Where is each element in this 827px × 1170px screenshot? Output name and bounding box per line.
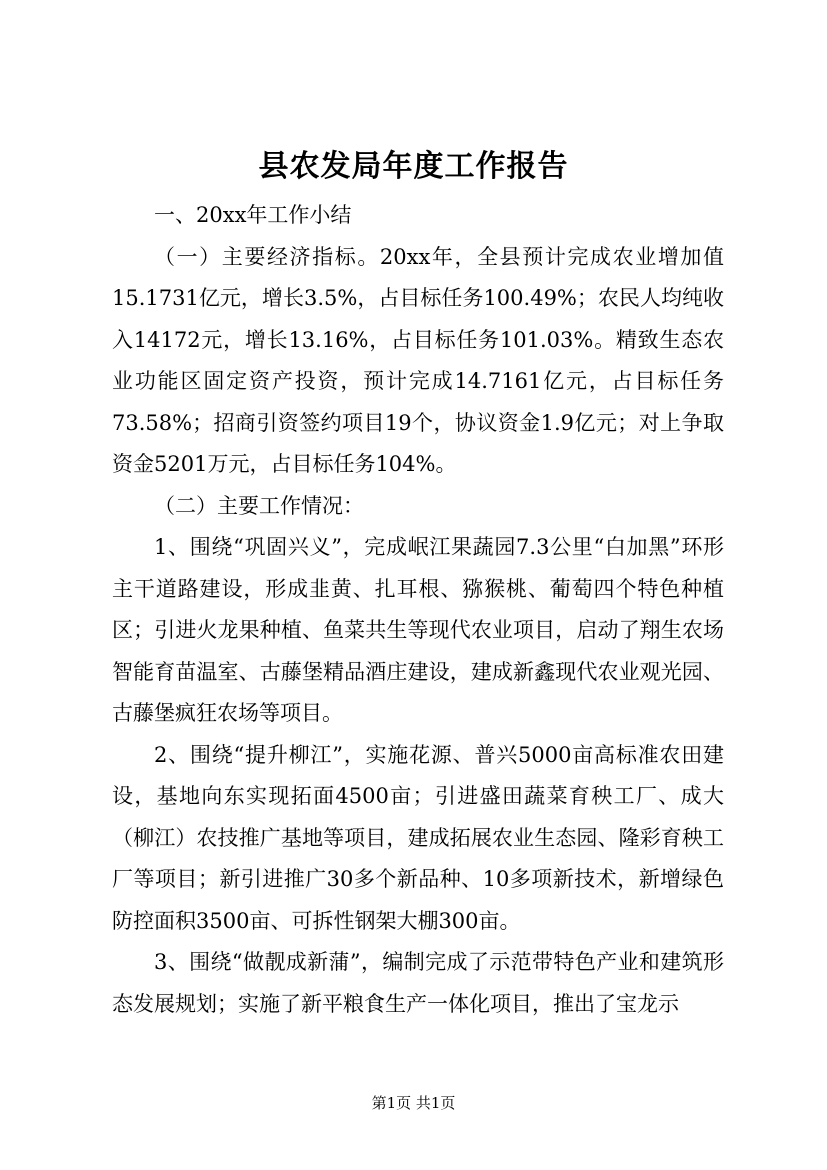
document-body [112, 195, 724, 1025]
page-footer: 第1页 共1页 [371, 1094, 456, 1112]
document-title: 县农发局年度工作报告 [258, 149, 569, 184]
section-heading: 一、20xx年工作小结 [154, 203, 352, 227]
paragraph-economic-indicators: （一）主要经济指标。20xx年，全县预计完成农业增加值15.1731亿元，增长3.5%，占目标任务100.49%；农民人均纯收入14172元，增长13.16%，占目标任务101.03%。精致生态农业功能区固定资产投资，预计完成14.7161亿元，占目标任务73.58%；招商引资签约项目19个，协议资金1.9亿元；对上争取资金5201万元，占目标任务104%。 [112, 244, 724, 476]
paragraph-item-2: 2、围绕“提升柳江”，实施花源、普兴5000亩高标准农田建设，基地向东实现拓面4500亩；引进盛田蔬菜育秧工厂、成大（柳江）农技推广基地等项目，建成拓展农业生态园、隆彩育秧工厂等项目；新引进推广30多个新品种、10多项新技术，新增绿色防控面积3500亩、可拆性钢架大棚300亩。 [112, 742, 724, 933]
paragraph-item-1: 1、围绕“巩固兴义”，完成岷江果蔬园7.3公里“白加黑”环形主干道路建设，形成韭黄、扎耳根、猕猴桃、葡萄四个特色种植区；引进火龙果种植、鱼菜共生等现代农业项目，启动了翔生农场智能育苗温室、古藤堡精品酒庄建设，建成新鑫现代农业观光园、古藤堡疯狂农场等项目。 [112, 535, 724, 725]
paragraph-item-3: 3、围绕“做靓成新蒲”，编制完成了示范带特色产业和建筑形态发展规划；实施了新平粮食生产一体化项目，推出了宝龙示 [112, 950, 724, 1016]
subsection-heading: （二）主要工作情况： [154, 493, 364, 518]
